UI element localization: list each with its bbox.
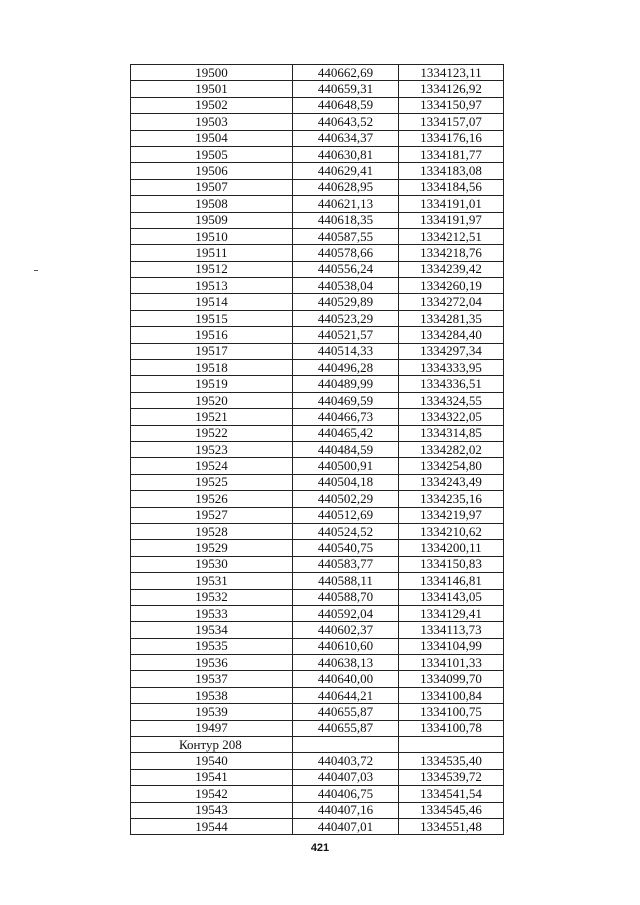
y-coordinate-cell: 1334212,51 (399, 228, 504, 244)
y-coordinate-cell: 1334541,54 (399, 786, 504, 802)
point-number-cell: 19503 (131, 114, 293, 130)
x-coordinate-cell: 440634,37 (293, 130, 399, 146)
x-coordinate-cell: 440500,91 (293, 458, 399, 474)
table-row (131, 589, 504, 605)
y-coordinate-cell: 1334322,05 (399, 409, 504, 425)
x-coordinate-cell: 440524,52 (293, 523, 399, 539)
point-number-cell: 19510 (131, 228, 293, 244)
table-row (131, 179, 504, 195)
y-coordinate-cell: 1334183,08 (399, 163, 504, 179)
y-coordinate-cell: 1334126,92 (399, 81, 504, 97)
point-number-cell: 19534 (131, 622, 293, 638)
x-coordinate-cell: 440655,87 (293, 720, 399, 736)
table-row (131, 786, 504, 802)
point-number-cell: 19515 (131, 310, 293, 326)
x-coordinate-cell: 440521,57 (293, 327, 399, 343)
x-coordinate-cell: 440407,16 (293, 802, 399, 818)
x-coordinate-cell: 440538,04 (293, 278, 399, 294)
point-number-cell: 19529 (131, 540, 293, 556)
point-number-cell: 19523 (131, 441, 293, 457)
point-number-cell: 19508 (131, 196, 293, 212)
table-row (131, 409, 504, 425)
x-coordinate-cell: 440638,13 (293, 655, 399, 671)
y-coordinate-cell: 1334235,16 (399, 491, 504, 507)
y-coordinate-cell: 1334191,01 (399, 196, 504, 212)
table-row (131, 278, 504, 294)
y-coordinate-cell: 1334535,40 (399, 753, 504, 769)
point-number-cell: 19535 (131, 638, 293, 654)
point-number-cell: 19538 (131, 687, 293, 703)
x-coordinate-cell: 440648,59 (293, 97, 399, 113)
table-row (131, 245, 504, 261)
point-number-cell: 19516 (131, 327, 293, 343)
point-number-cell: 19518 (131, 360, 293, 376)
x-coordinate-cell: 440621,13 (293, 196, 399, 212)
table-row (131, 114, 504, 130)
y-coordinate-cell: 1334150,97 (399, 97, 504, 113)
contour-label: Контур 208 (131, 737, 293, 753)
point-number-cell: 19526 (131, 491, 293, 507)
x-coordinate-cell: 440587,55 (293, 228, 399, 244)
table-row (131, 65, 504, 81)
y-coordinate-cell: 1334100,84 (399, 687, 504, 703)
y-coordinate-cell: 1334314,85 (399, 425, 504, 441)
table-row (131, 818, 504, 834)
table-row (131, 753, 504, 769)
y-coordinate-cell: 1334297,34 (399, 343, 504, 359)
y-coordinate-cell: 1334100,78 (399, 720, 504, 736)
y-coordinate-cell (399, 737, 504, 753)
point-number-cell: 19519 (131, 376, 293, 392)
table-row (131, 687, 504, 703)
point-number-cell: 19532 (131, 589, 293, 605)
point-number-cell: 19525 (131, 474, 293, 490)
x-coordinate-cell: 440502,29 (293, 491, 399, 507)
x-coordinate-cell: 440588,11 (293, 573, 399, 589)
coordinates-table-body (131, 65, 504, 835)
x-coordinate-cell: 440523,29 (293, 310, 399, 326)
point-number-cell: 19506 (131, 163, 293, 179)
x-coordinate-cell: 440659,31 (293, 81, 399, 97)
point-number-cell: 19509 (131, 212, 293, 228)
x-coordinate-cell: 440504,18 (293, 474, 399, 490)
y-coordinate-cell: 1334551,48 (399, 818, 504, 834)
x-coordinate-cell: 440602,37 (293, 622, 399, 638)
y-coordinate-cell: 1334281,35 (399, 310, 504, 326)
table-row (131, 97, 504, 113)
y-coordinate-cell: 1334336,51 (399, 376, 504, 392)
x-coordinate-cell: 440644,21 (293, 687, 399, 703)
table-row (131, 507, 504, 523)
table-row (131, 556, 504, 572)
y-coordinate-cell: 1334150,83 (399, 556, 504, 572)
point-number-cell: 19517 (131, 343, 293, 359)
table-row (131, 720, 504, 736)
x-coordinate-cell: 440618,35 (293, 212, 399, 228)
table-row (131, 163, 504, 179)
margin-mark (34, 270, 38, 271)
x-coordinate-cell: 440465,42 (293, 425, 399, 441)
table-row (131, 327, 504, 343)
x-coordinate-cell: 440514,33 (293, 343, 399, 359)
x-coordinate-cell: 440489,99 (293, 376, 399, 392)
y-coordinate-cell: 1334284,40 (399, 327, 504, 343)
y-coordinate-cell: 1334146,81 (399, 573, 504, 589)
page-number: 421 (310, 842, 330, 854)
y-coordinate-cell: 1334143,05 (399, 589, 504, 605)
table-row (131, 81, 504, 97)
y-coordinate-cell: 1334218,76 (399, 245, 504, 261)
x-coordinate-cell: 440403,72 (293, 753, 399, 769)
y-coordinate-cell: 1334101,33 (399, 655, 504, 671)
y-coordinate-cell: 1334539,72 (399, 769, 504, 785)
point-number-cell: 19500 (131, 65, 293, 81)
point-number-cell: 19531 (131, 573, 293, 589)
table-row (131, 360, 504, 376)
point-number-cell: 19540 (131, 753, 293, 769)
x-coordinate-cell: 440407,03 (293, 769, 399, 785)
point-number-cell: 19497 (131, 720, 293, 736)
point-number-cell: 19501 (131, 81, 293, 97)
x-coordinate-cell: 440512,69 (293, 507, 399, 523)
point-number-cell: 19520 (131, 392, 293, 408)
point-number-cell: 19537 (131, 671, 293, 687)
y-coordinate-cell: 1334113,73 (399, 622, 504, 638)
x-coordinate-cell: 440466,73 (293, 409, 399, 425)
point-number-cell: 19521 (131, 409, 293, 425)
point-number-cell: 19543 (131, 802, 293, 818)
table-row (131, 458, 504, 474)
table-row (131, 638, 504, 654)
y-coordinate-cell: 1334545,46 (399, 802, 504, 818)
point-number-cell: 19502 (131, 97, 293, 113)
x-coordinate-cell: 440640,00 (293, 671, 399, 687)
x-coordinate-cell: 440407,01 (293, 818, 399, 834)
y-coordinate-cell: 1334219,97 (399, 507, 504, 523)
table-row (131, 310, 504, 326)
x-coordinate-cell: 440529,89 (293, 294, 399, 310)
x-coordinate-cell: 440655,87 (293, 704, 399, 720)
x-coordinate-cell: 440630,81 (293, 146, 399, 162)
y-coordinate-cell: 1334123,11 (399, 65, 504, 81)
y-coordinate-cell: 1334100,75 (399, 704, 504, 720)
table-row (131, 294, 504, 310)
table-row (131, 146, 504, 162)
y-coordinate-cell: 1334260,19 (399, 278, 504, 294)
table-row (131, 622, 504, 638)
table-row (131, 540, 504, 556)
point-number-cell: 19507 (131, 179, 293, 195)
table-row (131, 425, 504, 441)
point-number-cell: 19514 (131, 294, 293, 310)
point-number-cell: 19513 (131, 278, 293, 294)
table-row (131, 261, 504, 277)
point-number-cell: 19530 (131, 556, 293, 572)
table-row (131, 573, 504, 589)
y-coordinate-cell: 1334243,49 (399, 474, 504, 490)
table-row (131, 655, 504, 671)
table-row (131, 343, 504, 359)
x-coordinate-cell: 440556,24 (293, 261, 399, 277)
y-coordinate-cell: 1334104,99 (399, 638, 504, 654)
point-number-cell: 19512 (131, 261, 293, 277)
table-row (131, 441, 504, 457)
point-number-cell: 19528 (131, 523, 293, 539)
y-coordinate-cell: 1334129,41 (399, 605, 504, 621)
x-coordinate-cell: 440578,66 (293, 245, 399, 261)
y-coordinate-cell: 1334191,97 (399, 212, 504, 228)
y-coordinate-cell: 1334181,77 (399, 146, 504, 162)
point-number-cell: 19522 (131, 425, 293, 441)
x-coordinate-cell: 440583,77 (293, 556, 399, 572)
x-coordinate-cell: 440406,75 (293, 786, 399, 802)
x-coordinate-cell: 440629,41 (293, 163, 399, 179)
y-coordinate-cell: 1334200,11 (399, 540, 504, 556)
y-coordinate-cell: 1334184,56 (399, 179, 504, 195)
x-coordinate-cell: 440592,04 (293, 605, 399, 621)
x-coordinate-cell: 440540,75 (293, 540, 399, 556)
table-row (131, 704, 504, 720)
y-coordinate-cell: 1334157,07 (399, 114, 504, 130)
x-coordinate-cell (293, 737, 399, 753)
point-number-cell: 19505 (131, 146, 293, 162)
y-coordinate-cell: 1334282,02 (399, 441, 504, 457)
x-coordinate-cell: 440628,95 (293, 179, 399, 195)
y-coordinate-cell: 1334210,62 (399, 523, 504, 539)
table-row (131, 228, 504, 244)
x-coordinate-cell: 440662,69 (293, 65, 399, 81)
table-row (131, 491, 504, 507)
x-coordinate-cell: 440643,52 (293, 114, 399, 130)
y-coordinate-cell: 1334176,16 (399, 130, 504, 146)
point-number-cell: 19539 (131, 704, 293, 720)
table-row (131, 212, 504, 228)
table-row (131, 392, 504, 408)
table-row (131, 376, 504, 392)
x-coordinate-cell: 440484,59 (293, 441, 399, 457)
point-number-cell: 19544 (131, 818, 293, 834)
coordinates-table (130, 64, 504, 835)
table-row (131, 671, 504, 687)
point-number-cell: 19511 (131, 245, 293, 261)
y-coordinate-cell: 1334272,04 (399, 294, 504, 310)
point-number-cell: 19504 (131, 130, 293, 146)
table-row (131, 196, 504, 212)
point-number-cell: 19542 (131, 786, 293, 802)
table-row (131, 769, 504, 785)
point-number-cell: 19527 (131, 507, 293, 523)
contour-header-row (131, 737, 504, 753)
y-coordinate-cell: 1334333,95 (399, 360, 504, 376)
table-row (131, 474, 504, 490)
x-coordinate-cell: 440496,28 (293, 360, 399, 376)
x-coordinate-cell: 440588,70 (293, 589, 399, 605)
y-coordinate-cell: 1334324,55 (399, 392, 504, 408)
table-row (131, 130, 504, 146)
y-coordinate-cell: 1334239,42 (399, 261, 504, 277)
table-row (131, 802, 504, 818)
point-number-cell: 19533 (131, 605, 293, 621)
x-coordinate-cell: 440469,59 (293, 392, 399, 408)
y-coordinate-cell: 1334254,80 (399, 458, 504, 474)
table-row (131, 605, 504, 621)
table-row (131, 523, 504, 539)
x-coordinate-cell: 440610,60 (293, 638, 399, 654)
point-number-cell: 19536 (131, 655, 293, 671)
point-number-cell: 19524 (131, 458, 293, 474)
y-coordinate-cell: 1334099,70 (399, 671, 504, 687)
point-number-cell: 19541 (131, 769, 293, 785)
